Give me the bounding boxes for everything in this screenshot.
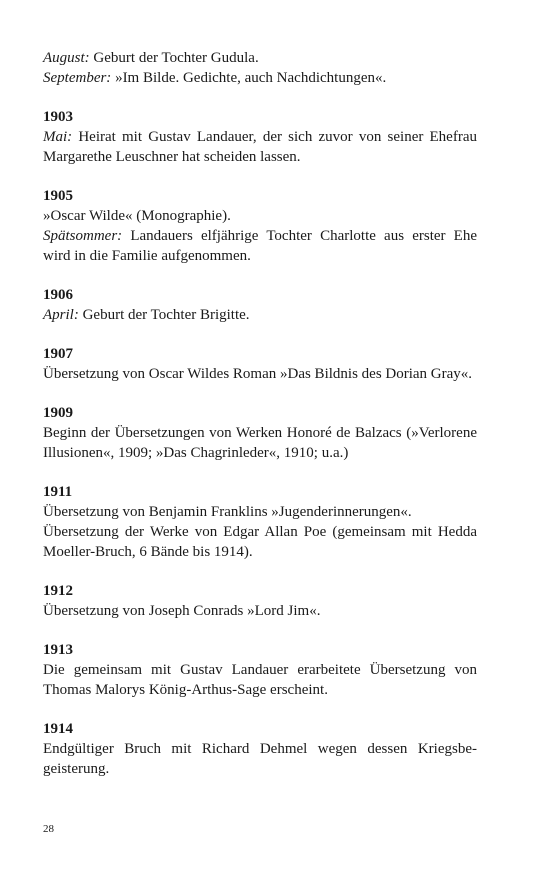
entry-label: Spätsommer: [43, 228, 123, 244]
entry-body: Geburt der Tochter Brigitte. [78, 307, 250, 323]
entry-body: Die gemeinsam mit Gustav Landauer erarbeitete Übersetzung von Thomas Malorys König-Arthus-Sage erscheint. [43, 662, 477, 698]
entry-text [43, 739, 477, 779]
entry-year: 1905 [43, 188, 73, 204]
chronology-entry [43, 48, 477, 88]
entry-text [43, 305, 477, 325]
entry-year: 1907 [43, 346, 73, 362]
entry-text [43, 364, 477, 384]
chronology-entry [43, 107, 477, 167]
entry-year: 1914 [43, 721, 73, 737]
entry-label: August: [43, 50, 90, 66]
entry-text [43, 601, 477, 621]
entry-text [43, 127, 477, 167]
entry-text [43, 68, 477, 88]
entry-body: »Oscar Wilde« (Monographie). [43, 208, 231, 224]
chronology-entry [43, 482, 477, 562]
entry-year: 1913 [43, 642, 73, 658]
entry-body: Landauers elfjährige Tochter Charlotte aus erster Ehe wird in die Familie aufgenommen. [43, 228, 477, 264]
entry-year: 1906 [43, 287, 73, 303]
entry-body: Übersetzung von Benjamin Franklins »Jugenderinnerungen«. [43, 504, 412, 520]
entry-year: 1911 [43, 484, 73, 500]
entry-text [43, 226, 477, 266]
entry-body: Heirat mit Gustav Landauer, der sich zuvor von seiner Ehefrau Margarethe Leuschner hat scheiden lassen. [43, 129, 477, 165]
entry-body: Geburt der Tochter Gudula. [89, 50, 259, 66]
chronology-entry [43, 285, 477, 325]
entry-year: 1909 [43, 405, 73, 421]
entry-year: 1903 [43, 109, 73, 125]
entry-label: September: [43, 70, 112, 86]
entry-label: April: [43, 307, 79, 323]
entry-text [43, 502, 477, 522]
entry-text [43, 423, 477, 463]
chronology-entry [43, 403, 477, 463]
chronology-entry [43, 719, 477, 779]
chronology-page [43, 48, 477, 798]
entry-body: »Im Bilde. Gedichte, auch Nachdichtungen«. [111, 70, 387, 86]
entry-label: Mai: [43, 129, 73, 145]
entry-body: Endgültiger Bruch mit Richard Dehmel wegen dessen Kriegsbe-geisterung. [43, 741, 477, 777]
chronology-entry [43, 581, 477, 621]
chronology-entry [43, 640, 477, 700]
entry-body: Übersetzung der Werke von Edgar Allan Poe (gemeinsam mit Hedda Moeller-Bruch, 6 Bände bis 1914). [43, 524, 477, 560]
entry-text [43, 48, 477, 68]
entry-text [43, 206, 477, 226]
entry-text [43, 522, 477, 562]
entry-body: Beginn der Übersetzungen von Werken Honoré de Balzacs (»Verlorene Illusionen«, 1909; »Das Chagrinleder«, 1910; u.a.) [43, 425, 477, 461]
chronology-entry [43, 186, 477, 266]
chronology-entry [43, 344, 477, 384]
entry-year: 1912 [43, 583, 73, 599]
entry-body: Übersetzung von Oscar Wildes Roman »Das Bildnis des Dorian Gray«. [43, 366, 473, 382]
entry-text [43, 660, 477, 700]
page-number: 28 [43, 823, 54, 835]
entry-body: Übersetzung von Joseph Conrads »Lord Jim«. [43, 603, 321, 619]
